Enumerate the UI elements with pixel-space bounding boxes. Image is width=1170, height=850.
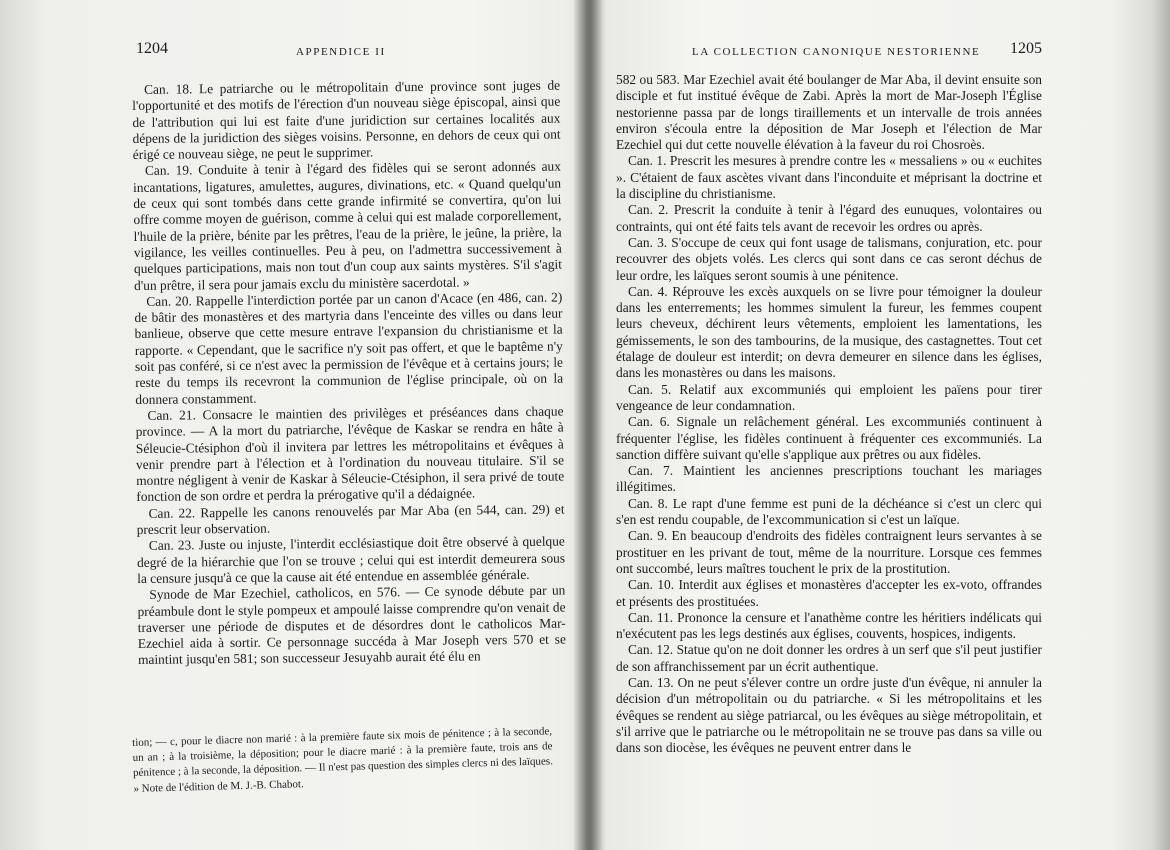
- paragraph-can-20: Can. 20. Rappelle l'interdiction portée par un canon d'Acace (en 486, can. 2) de bâtir des monastères et des martyria dans l'enceinte des villes ou dans leur banlieue, observe que cette mesure entrave l'expansion du christianisme et la rapporte. « Cependant, que le sacrifice n'y soit pas offert, et que le baptême n'y soit pas conféré, si ce n'est avec la permission de l'évêque et à certains jours; le reste du temps ils recevront la communion de l'église principale, où on la donnera constamment.: [134, 289, 564, 407]
- running-header: LA COLLECTION CANONIQUE NESTORIENNE: [692, 46, 981, 58]
- paragraph-continuation: 582 ou 583. Mar Ezechiel avait été boulanger de Mar Aba, il devint ensuite son disciple et fut institué évêque de Zabi. Après la mort de Mar-Joseph l'Église nestorienne passa par de longs tiraillements et un intervalle de trois années environ s'écoula entre la déposition de Mar Joseph et l'élection de Mar Ezechiel qui dut cette nouvelle élévation à la faveur du roi Chosroès.: [616, 72, 1042, 153]
- footnote: tion; — c, pour le diacre non marié : à la première faute six mois de pénitence ; à la seconde, un an ; à la troisième, la déposition; pour le diacre marié : à la première faute, trois ans de pénitence ; à la seconde, la déposition. — Il n'est pas question des simples clercs ni des laïques. » Note de l'édition de M. J.-B. Chabot.: [132, 725, 554, 795]
- paragraph-can-3: Can. 3. S'occupe de ceux qui font usage de talismans, conjuration, etc. pour recouvrer des objets volés. Les clercs qui sont dans ce cas seront déchus de leur ordre, les laïques seront soumis à une pénitence.: [616, 234, 1042, 283]
- paragraph-synode-ezechiel: Synode de Mar Ezechiel, catholicos, en 576. — Ce synode débute par un préambule dont le style pompeux et ampoulé laisse comprendre qu'on venait de traverser une période de disputes et de désordres dont le catholicos Mar-Ezechiel aida à sortir. Ce personnage succéda à Mar Joseph vers 570 et se maintint jusqu'en 581; son successeur Jesuyahb aurait été élu en: [137, 582, 566, 668]
- right-page: [600, 0, 1170, 850]
- page-edge-shadow: [1152, 0, 1170, 850]
- paragraph-can-4: Can. 4. Réprouve les excès auxquels on se livre pour témoigner la douleur dans les enterrements; les hommes simulent la fureur, les femmes coupent leurs cheveux, déchirent leurs vêtements, emploient les lamentations, les gémissements, le son des tambourins, de la musique, des castagnettes. Tout cet étalage de douleur est interdit; on devra demeurer en silence dans les églises, dans les monastères ou dans les maisons.: [616, 283, 1042, 381]
- paragraph-can-5: Can. 5. Relatif aux excommuniés qui emploient les païens pour tirer vengeance de leur condamnation.: [616, 381, 1042, 413]
- body-text: [616, 72, 1042, 756]
- paragraph-can-11: Can. 11. Prononce la censure et l'anathème contre les héritiers indélicats qui n'exécutent pas les legs destinés aux églises, couvents, hospices, indigents.: [616, 609, 1042, 642]
- paragraph-can-19: Can. 19. Conduite à tenir à l'égard des fidèles qui se seront adonnés aux incantations, ligatures, amulettes, augures, divinations, etc. « Quand quelqu'un de ceux qui sont tombés dans cette grande infirmité se convertira, qu'on lui offre comme moyen de guérison, comme à celui qui est malade corporellement, l'huile de la prière, bénite par les prêtres, l'eau de la prière, le jeûne, la prière, la vigilance, les veilles continuelles. Peu à peu, on l'admettra successivement à quelques participations, mais non tout d'un coup aux saints mystères. S'il s'agit d'un prêtre, il sera pour jamais exclu du ministère sacerdotal. »: [133, 158, 563, 293]
- paragraph-can-21: Can. 21. Consacre le maintien des privilèges et préséances dans chaque province. — A la mort du patriarche, l'évêque de Kaskar se rendra en hâte à Séleucie-Ctésiphon d'où il invitera par lettres les métropolitains et évêques à venir prendre part à l'élection et à l'ordination du nouveau titulaire. S'il se montre négligent à venir de Kaskar à Séleucie-Ctésiphon, il sera privé de toute fonction de son ordre et perdra la prérogative qu'il a dédaignée.: [135, 403, 565, 505]
- body-text: [132, 78, 566, 669]
- page-number: 1205: [1010, 40, 1042, 57]
- paragraph-can-7: Can. 7. Maintient les anciennes prescriptions touchant les mariages illégitimes.: [616, 463, 1042, 495]
- paragraph-can-10: Can. 10. Interdit aux églises et monastères d'accepter les ex-voto, offrandes et présents des prostituées.: [616, 577, 1042, 609]
- paragraph-can-13: Can. 13. On ne peut s'élever contre un ordre juste d'un évêque, ni annuler la décision d'un métropolitain ou du patriarche. « Si les métropolitains et les évêques se rendent au siège patriarcal, ou les évêques au siège métropolitain, et s'il arrive que le patriarche ou le métropolitain ne se trouve pas dans sa ville ou dans son diocèse, les évêques ne peuvent entrer dans le: [616, 674, 1042, 756]
- paragraph-can-8: Can. 8. Le rapt d'une femme est puni de la déchéance si c'est un clerc qui s'en est rendu coupable, de l'excommunication si c'est un laïque.: [616, 495, 1042, 528]
- paragraph-can-6: Can. 6. Signale un relâchement général. Les excommuniés continuent à fréquenter l'église, les fidèles continuent à fréquenter ces excommuniés. La sanction diffère suivant qu'elle s'applique aux prêtres ou aux fidèles.: [616, 414, 1042, 462]
- paragraph-can-12: Can. 12. Statue qu'on ne doit donner les ordres à un serf que s'il peut justifier de son affranchissement par un écrit authentique.: [616, 642, 1042, 674]
- paragraph-can-1: Can. 1. Prescrit les mesures à prendre contre les « messaliens » ou « euchites ». C'étaient de faux ascètes vivant dans l'inconduite et méprisant la doctrine et la discipline du christianisme.: [616, 153, 1042, 202]
- left-page: [0, 0, 575, 850]
- paragraph-can-22: Can. 22. Rappelle les canons renouvelés par Mar Aba (en 544, can. 29) et prescrit leur observation.: [136, 501, 565, 537]
- paragraph-can-2: Can. 2. Prescrit la conduite à tenir à l'égard des eunuques, volontaires ou contraints, qui ont été faits tels avant de recevoir les ordres ou après.: [616, 202, 1042, 234]
- paragraph-can-23: Can. 23. Juste ou injuste, l'interdit ecclésiastique doit être observé à quelque degré de la hiérarchie que l'on se trouve ; celui qui est interdit demeurera sous la censure jusqu'à ce que la cause ait été entendue en assemblée générale.: [136, 533, 566, 586]
- paragraph-can-9: Can. 9. En beaucoup d'endroits des fidèles contraignent leurs servantes à se prostituer en les privant de tout, même de la nourriture. Lorsque ces femmes ont succombé, leurs maîtres touchent le prix de la prostitution.: [616, 528, 1042, 576]
- running-header: APPENDICE II: [296, 46, 386, 58]
- page-number: 1204: [136, 40, 168, 57]
- paragraph-can-18: Can. 18. Le patriarche ou le métropolitain d'une province sont juges de l'opportunité et des motifs de l'érection d'un nouveau siège épiscopal, ainsi que de l'attribution qui lui est faite d'une juridiction sur certaines localités aux dépens de la juridiction des sièges voisins. Personne, en dehors de ceux qui ont érigé ce nouveau siège, ne peut le supprimer.: [132, 77, 561, 163]
